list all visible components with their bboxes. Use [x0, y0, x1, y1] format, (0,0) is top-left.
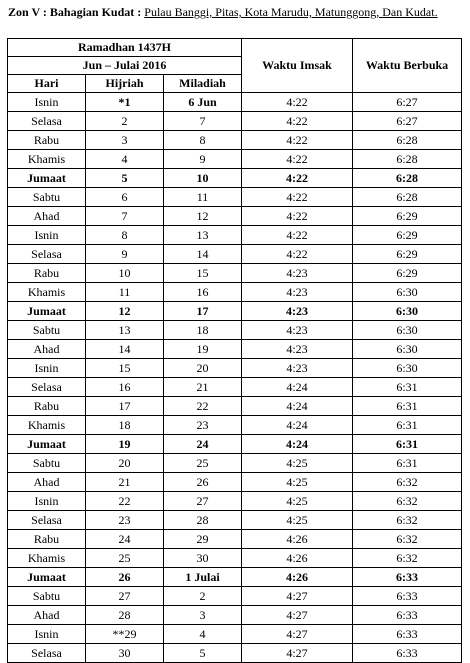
hijriah-cell: 14 [86, 340, 164, 359]
hari-cell: Rabu [8, 530, 86, 549]
imsak-cell: 4:22 [242, 131, 353, 150]
hijriah-cell: 22 [86, 492, 164, 511]
hari-cell: Sabtu [8, 587, 86, 606]
table-row [8, 454, 462, 473]
imsak-cell: 4:22 [242, 188, 353, 207]
hijriah-cell: 8 [86, 226, 164, 245]
miladiah-cell: 18 [164, 321, 242, 340]
zone-heading [8, 4, 464, 20]
imsak-cell: 4:26 [242, 568, 353, 587]
hari-column-header: Hari [8, 75, 86, 93]
imsak-cell: 4:22 [242, 226, 353, 245]
imsak-cell: 4:23 [242, 359, 353, 378]
table-row [8, 264, 462, 283]
hijriah-cell: 13 [86, 321, 164, 340]
imsak-cell: 4:22 [242, 207, 353, 226]
hijriah-column-header: Hijriah [86, 75, 164, 93]
miladiah-cell: 26 [164, 473, 242, 492]
timetable-body [8, 93, 462, 663]
imsak-column-header: Waktu Imsak [242, 39, 353, 93]
berbuka-cell: 6:30 [353, 340, 462, 359]
berbuka-cell: 6:32 [353, 530, 462, 549]
berbuka-cell: 6:31 [353, 416, 462, 435]
hari-cell: Ahad [8, 473, 86, 492]
table-row [8, 511, 462, 530]
month-header: Ramadhan 1437H [8, 39, 242, 57]
table-row [8, 150, 462, 169]
berbuka-cell: 6:30 [353, 359, 462, 378]
miladiah-cell: 5 [164, 644, 242, 663]
berbuka-column-header: Waktu Berbuka [353, 39, 462, 93]
imsak-cell: 4:26 [242, 530, 353, 549]
table-row [8, 226, 462, 245]
hari-cell: Jumaat [8, 435, 86, 454]
hijriah-cell: 5 [86, 169, 164, 188]
table-row [8, 169, 462, 188]
berbuka-cell: 6:33 [353, 568, 462, 587]
hijriah-cell: **29 [86, 625, 164, 644]
zone-heading-areas: Pulau Banggi, Pitas, Kota Marudu, Matunggong, Dan Kudat. [144, 5, 438, 19]
imsak-cell: 4:24 [242, 397, 353, 416]
berbuka-cell: 6:29 [353, 245, 462, 264]
miladiah-cell: 23 [164, 416, 242, 435]
table-row [8, 644, 462, 663]
table-row [8, 492, 462, 511]
zone-heading-lead: Zon V : Bahagian Kudat : [8, 5, 145, 19]
hari-cell: Khamis [8, 549, 86, 568]
miladiah-cell: 6 Jun [164, 93, 242, 112]
miladiah-cell: 29 [164, 530, 242, 549]
berbuka-cell: 6:31 [353, 397, 462, 416]
berbuka-cell: 6:33 [353, 625, 462, 644]
berbuka-cell: 6:28 [353, 150, 462, 169]
berbuka-cell: 6:32 [353, 549, 462, 568]
berbuka-cell: 6:27 [353, 93, 462, 112]
berbuka-cell: 6:32 [353, 511, 462, 530]
hijriah-cell: 7 [86, 207, 164, 226]
table-row [8, 93, 462, 112]
table-row [8, 340, 462, 359]
miladiah-cell: 3 [164, 606, 242, 625]
imsak-cell: 4:25 [242, 492, 353, 511]
hijriah-cell: 6 [86, 188, 164, 207]
miladiah-cell: 10 [164, 169, 242, 188]
hijriah-cell: 28 [86, 606, 164, 625]
miladiah-cell: 7 [164, 112, 242, 131]
ramadhan-timetable [7, 38, 462, 663]
table-row [8, 131, 462, 150]
hari-cell: Jumaat [8, 302, 86, 321]
hijriah-cell: 25 [86, 549, 164, 568]
berbuka-cell: 6:28 [353, 188, 462, 207]
imsak-cell: 4:24 [242, 416, 353, 435]
hijriah-cell: 3 [86, 131, 164, 150]
hari-cell: Ahad [8, 606, 86, 625]
imsak-cell: 4:23 [242, 302, 353, 321]
table-row [8, 473, 462, 492]
hari-cell: Isnin [8, 93, 86, 112]
hijriah-cell: 20 [86, 454, 164, 473]
hari-cell: Jumaat [8, 568, 86, 587]
berbuka-cell: 6:29 [353, 207, 462, 226]
berbuka-cell: 6:29 [353, 264, 462, 283]
hari-cell: Khamis [8, 416, 86, 435]
hari-cell: Khamis [8, 283, 86, 302]
table-row [8, 530, 462, 549]
hari-cell: Selasa [8, 245, 86, 264]
miladiah-cell: 15 [164, 264, 242, 283]
berbuka-cell: 6:33 [353, 606, 462, 625]
imsak-cell: 4:24 [242, 378, 353, 397]
imsak-cell: 4:27 [242, 625, 353, 644]
table-row [8, 435, 462, 454]
table-row [8, 397, 462, 416]
miladiah-cell: 20 [164, 359, 242, 378]
imsak-cell: 4:22 [242, 169, 353, 188]
hari-cell: Selasa [8, 644, 86, 663]
berbuka-cell: 6:33 [353, 644, 462, 663]
hari-cell: Rabu [8, 131, 86, 150]
period-header: Jun – Julai 2016 [8, 57, 242, 75]
miladiah-cell: 4 [164, 625, 242, 644]
miladiah-column-header: Miladiah [164, 75, 242, 93]
hari-cell: Sabtu [8, 321, 86, 340]
hijriah-cell: 11 [86, 283, 164, 302]
table-row [8, 625, 462, 644]
hijriah-cell: 18 [86, 416, 164, 435]
berbuka-cell: 6:29 [353, 226, 462, 245]
miladiah-cell: 25 [164, 454, 242, 473]
berbuka-cell: 6:30 [353, 321, 462, 340]
miladiah-cell: 28 [164, 511, 242, 530]
imsak-cell: 4:27 [242, 644, 353, 663]
miladiah-cell: 30 [164, 549, 242, 568]
table-row [8, 359, 462, 378]
hari-cell: Selasa [8, 112, 86, 131]
table-row [8, 112, 462, 131]
table-row [8, 283, 462, 302]
imsak-cell: 4:22 [242, 245, 353, 264]
imsak-cell: 4:22 [242, 93, 353, 112]
imsak-cell: 4:25 [242, 473, 353, 492]
berbuka-cell: 6:30 [353, 283, 462, 302]
miladiah-cell: 24 [164, 435, 242, 454]
table-row [8, 207, 462, 226]
miladiah-cell: 21 [164, 378, 242, 397]
miladiah-cell: 1 Julai [164, 568, 242, 587]
hari-cell: Ahad [8, 340, 86, 359]
miladiah-cell: 8 [164, 131, 242, 150]
berbuka-cell: 6:32 [353, 492, 462, 511]
hari-cell: Rabu [8, 264, 86, 283]
miladiah-cell: 22 [164, 397, 242, 416]
hijriah-cell: *1 [86, 93, 164, 112]
berbuka-cell: 6:33 [353, 587, 462, 606]
miladiah-cell: 17 [164, 302, 242, 321]
table-row [8, 321, 462, 340]
hari-cell: Isnin [8, 226, 86, 245]
miladiah-cell: 2 [164, 587, 242, 606]
hari-cell: Khamis [8, 150, 86, 169]
imsak-cell: 4:24 [242, 435, 353, 454]
imsak-cell: 4:23 [242, 264, 353, 283]
berbuka-cell: 6:31 [353, 435, 462, 454]
miladiah-cell: 12 [164, 207, 242, 226]
hari-cell: Sabtu [8, 188, 86, 207]
berbuka-cell: 6:30 [353, 302, 462, 321]
imsak-cell: 4:25 [242, 454, 353, 473]
table-row [8, 416, 462, 435]
hijriah-cell: 17 [86, 397, 164, 416]
hari-cell: Sabtu [8, 454, 86, 473]
miladiah-cell: 19 [164, 340, 242, 359]
table-row [8, 587, 462, 606]
imsak-cell: 4:23 [242, 340, 353, 359]
hijriah-cell: 16 [86, 378, 164, 397]
table-row [8, 245, 462, 264]
table-row [8, 606, 462, 625]
hari-cell: Isnin [8, 625, 86, 644]
imsak-cell: 4:23 [242, 321, 353, 340]
hijriah-cell: 23 [86, 511, 164, 530]
hari-cell: Rabu [8, 397, 86, 416]
hijriah-cell: 21 [86, 473, 164, 492]
berbuka-cell: 6:28 [353, 169, 462, 188]
hijriah-cell: 4 [86, 150, 164, 169]
imsak-cell: 4:22 [242, 150, 353, 169]
table-row [8, 568, 462, 587]
imsak-cell: 4:22 [242, 112, 353, 131]
berbuka-cell: 6:31 [353, 454, 462, 473]
hari-cell: Selasa [8, 378, 86, 397]
miladiah-cell: 11 [164, 188, 242, 207]
berbuka-cell: 6:28 [353, 131, 462, 150]
berbuka-cell: 6:27 [353, 112, 462, 131]
table-row [8, 302, 462, 321]
imsak-cell: 4:25 [242, 511, 353, 530]
table-row [8, 188, 462, 207]
hijriah-cell: 27 [86, 587, 164, 606]
berbuka-cell: 6:32 [353, 473, 462, 492]
miladiah-cell: 16 [164, 283, 242, 302]
hijriah-cell: 30 [86, 644, 164, 663]
hijriah-cell: 9 [86, 245, 164, 264]
hari-cell: Selasa [8, 511, 86, 530]
hijriah-cell: 15 [86, 359, 164, 378]
hijriah-cell: 24 [86, 530, 164, 549]
imsak-cell: 4:23 [242, 283, 353, 302]
hijriah-cell: 26 [86, 568, 164, 587]
hijriah-cell: 10 [86, 264, 164, 283]
imsak-cell: 4:27 [242, 606, 353, 625]
imsak-cell: 4:27 [242, 587, 353, 606]
table-row [8, 378, 462, 397]
miladiah-cell: 14 [164, 245, 242, 264]
imsak-cell: 4:26 [242, 549, 353, 568]
berbuka-cell: 6:31 [353, 378, 462, 397]
miladiah-cell: 9 [164, 150, 242, 169]
hari-cell: Jumaat [8, 169, 86, 188]
hijriah-cell: 19 [86, 435, 164, 454]
miladiah-cell: 13 [164, 226, 242, 245]
hari-cell: Isnin [8, 359, 86, 378]
hari-cell: Ahad [8, 207, 86, 226]
hijriah-cell: 2 [86, 112, 164, 131]
miladiah-cell: 27 [164, 492, 242, 511]
hijriah-cell: 12 [86, 302, 164, 321]
table-row [8, 549, 462, 568]
hari-cell: Isnin [8, 492, 86, 511]
